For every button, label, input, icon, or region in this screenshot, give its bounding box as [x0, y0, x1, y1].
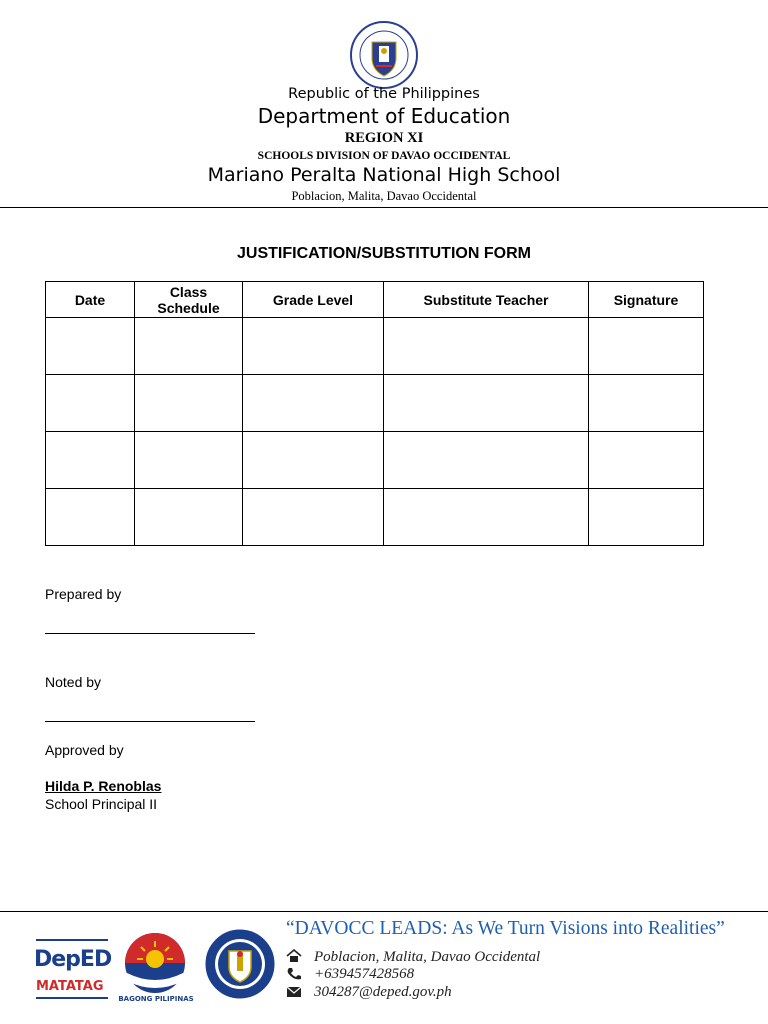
column-header-date: Date [46, 282, 135, 318]
school-address: Poblacion, Malita, Davao Occidental [291, 189, 477, 203]
prepared-by-label: Prepared by [45, 586, 122, 602]
deped-seal-logo [349, 20, 419, 90]
footer-divider [0, 911, 768, 912]
region-line: REGION XI [344, 130, 424, 146]
home-icon [286, 949, 302, 963]
table-cell[interactable] [135, 318, 243, 375]
table-cell[interactable] [46, 318, 135, 375]
school-seal-logo [203, 927, 277, 1001]
table-cell[interactable] [243, 432, 384, 489]
table-cell[interactable] [135, 432, 243, 489]
table-cell[interactable] [589, 375, 704, 432]
deped-logo-top-bar [36, 939, 108, 941]
bagong-pilipinas-logo [117, 929, 197, 1009]
matatag-logo-text: MATATAG [36, 979, 104, 994]
table-cell[interactable] [135, 489, 243, 546]
school-name: Mariano Peralta National High School [207, 164, 561, 186]
table-cell[interactable] [589, 489, 704, 546]
column-header-grade-level: Grade Level [243, 282, 384, 318]
footer-address: Poblacion, Malita, Davao Occidental [314, 949, 541, 965]
table-cell[interactable] [384, 375, 589, 432]
bagong-pilipinas-text: BAGONG PILIPINAS [118, 995, 194, 1003]
footer-phone: +639457428568 [314, 966, 415, 982]
table-row [46, 375, 704, 432]
email-icon [286, 985, 302, 999]
deped-logo-text: DepED [34, 947, 112, 972]
table-cell[interactable] [384, 318, 589, 375]
table-cell[interactable] [135, 375, 243, 432]
department-name: Department of Education [257, 104, 511, 128]
column-header-substitute-teacher: Substitute Teacher [384, 282, 589, 318]
table-row [46, 489, 704, 546]
table-row [46, 318, 704, 375]
approved-by-label: Approved by [45, 742, 124, 758]
table-cell[interactable] [243, 489, 384, 546]
table-row [46, 432, 704, 489]
division-line: SCHOOLS DIVISION OF DAVAO OCCIDENTAL [257, 150, 511, 162]
table-cell[interactable] [46, 375, 135, 432]
school-slogan: “DAVOCC LEADS: As We Turn Visions into Realities” [286, 918, 725, 939]
header-divider [0, 207, 768, 208]
table-cell[interactable] [46, 432, 135, 489]
table-cell[interactable] [589, 432, 704, 489]
column-header-class-schedule [135, 282, 243, 318]
deped-matatag-logo [34, 935, 114, 1015]
approver-title: School Principal II [45, 796, 158, 812]
table-cell[interactable] [243, 318, 384, 375]
table-cell[interactable] [46, 489, 135, 546]
table-header-row [46, 282, 704, 318]
republic-line: Republic of the Philippines [288, 86, 480, 102]
approver-name: Hilda P. Renoblas [45, 778, 162, 794]
noted-by-signature-line[interactable] [45, 721, 255, 722]
table-cell[interactable] [384, 489, 589, 546]
prepared-by-signature-line[interactable] [45, 633, 255, 634]
form-title: JUSTIFICATION/SUBSTITUTION FORM [237, 245, 531, 262]
column-header-signature: Signature [589, 282, 704, 318]
table-cell[interactable] [243, 375, 384, 432]
column-header-class-schedule-text: Class Schedule [157, 283, 220, 316]
substitution-table [45, 281, 704, 546]
table-cell[interactable] [384, 432, 589, 489]
table-cell[interactable] [589, 318, 704, 375]
footer-email: 304287@deped.gov.ph [314, 984, 452, 1000]
phone-icon [286, 967, 302, 981]
noted-by-label: Noted by [45, 674, 102, 690]
deped-logo-bottom-bar [36, 997, 108, 999]
